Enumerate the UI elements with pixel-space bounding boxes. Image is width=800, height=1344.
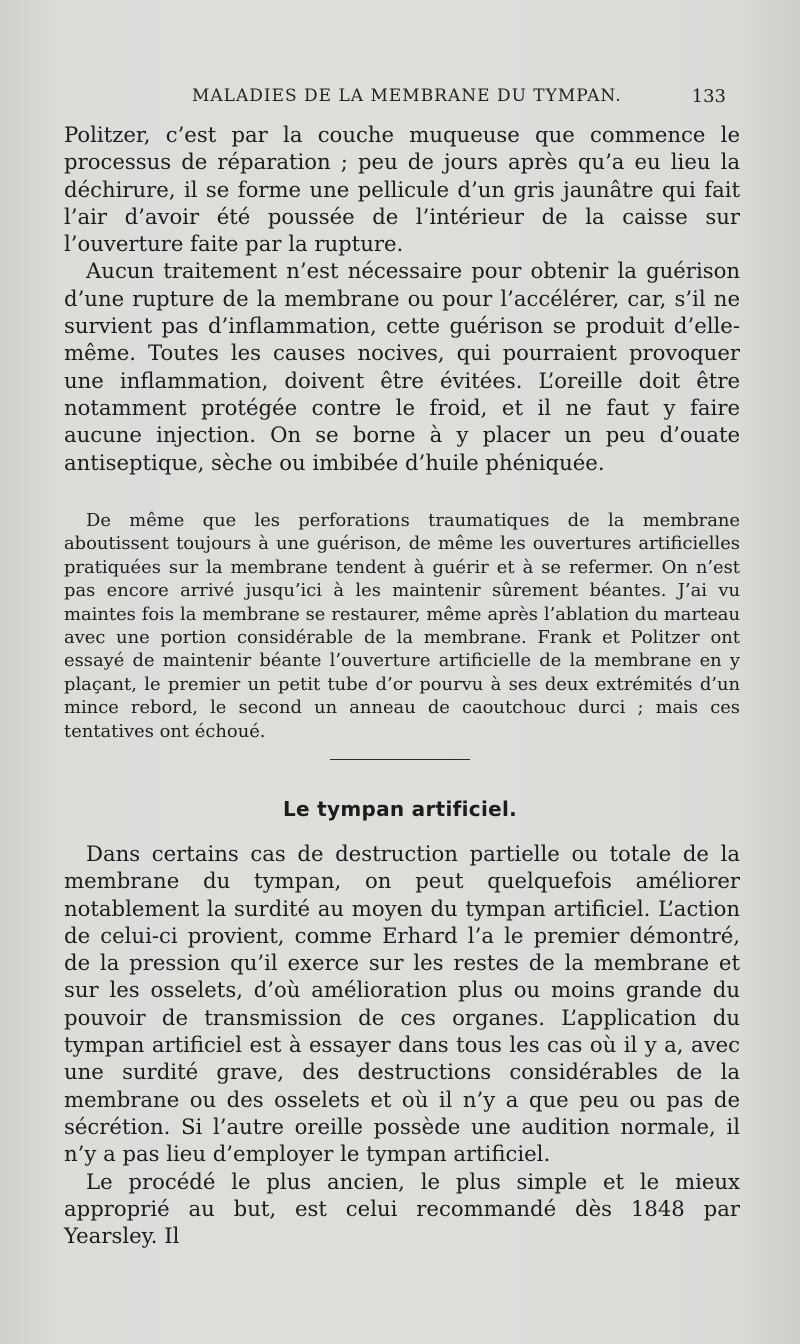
page-number: 133 (691, 86, 726, 107)
section-body (64, 840, 740, 1249)
main-text-top (64, 121, 740, 476)
section-paragraph: Dans certains cas de destruction partielle ou totale de la membrane du tympan, on peut quelquefois améliorer notablement la surdité au moyen du tympan artificiel. L’action de celui-ci provient, comme Erhard l’a le premier démontré, de la pression qu’il exerce sur les restes de la membrane et sur les osselets, d’où amélioration plus ou moins grande du pouvoir de transmission de ces organes. L’application du tympan artificiel est à essayer dans tous les cas où il y a, avec une surdité grave, des destructions considérables de la membrane ou des osselets et où il n’y a que peu ou pas de sécrétion. Si l’autre oreille possède une audition normale, il n’y a pas lieu d’employer le tympan artificiel. (64, 841, 740, 1167)
section-heading: Le tympan artificiel. (282, 797, 518, 821)
treatment-paragraph: Aucun traitement n’est nécessaire pour obtenir la guérison d’une rupture de la membrane ou pour l’accélérer, car, s’il ne survient pas d’inflammation, cette guérison se produit d’elle-même. Toutes les causes nocives, qui pourraient provoquer une inflammation, doivent être évitées. L’oreille doit être notamment protégée contre le froid, et il ne faut y faire aucune injection. On se borne à y placer un peu d’ouate antiseptique, sèche ou imbibée d’huile phéniquée. (64, 258, 740, 475)
section-divider (330, 759, 470, 760)
small-print-note (64, 509, 740, 743)
section-paragraph: Le procédé le plus ancien, le plus simple et le mieux approprié au but, est celui recommandé dès 1848 par Yearsley. Il (64, 1168, 740, 1249)
note-paragraph: De même que les perforations traumatiques de la membrane aboutissent toujours à une guérison, de même les ouvertures artificielles pratiquées sur la membrane tendent à guérir et à se refermer. On n’est pas encore arrivé jusqu’ici à les maintenir sûrement béantes. J’ai vu maintes fois la membrane se restaurer, même après l’ablation du marteau avec une portion considérable de la membrane. Frank et Politzer ont essayé de maintenir béante l’ouverture artificielle de la membrane en y plaçant, le premier un petit tube d’or pourvu à ses deux extrémités d’un mince rebord, le second un anneau de caoutchouc durci ; mais ces tentatives ont échoué. (64, 510, 740, 742)
opening-paragraph: Politzer, c’est par la couche muqueuse que commence le processus de réparation ; peu de jours après qu’a eu lieu la déchirure, il se forme une pellicule d’un gris jaunâtre qui fait l’air d’avoir été poussée de l’intérieur de la caisse sur l’ouverture faite par la rupture. (64, 122, 740, 257)
running-header (64, 86, 734, 112)
running-title: MALADIES DE LA MEMBRANE DU TYMPAN. (192, 86, 622, 106)
